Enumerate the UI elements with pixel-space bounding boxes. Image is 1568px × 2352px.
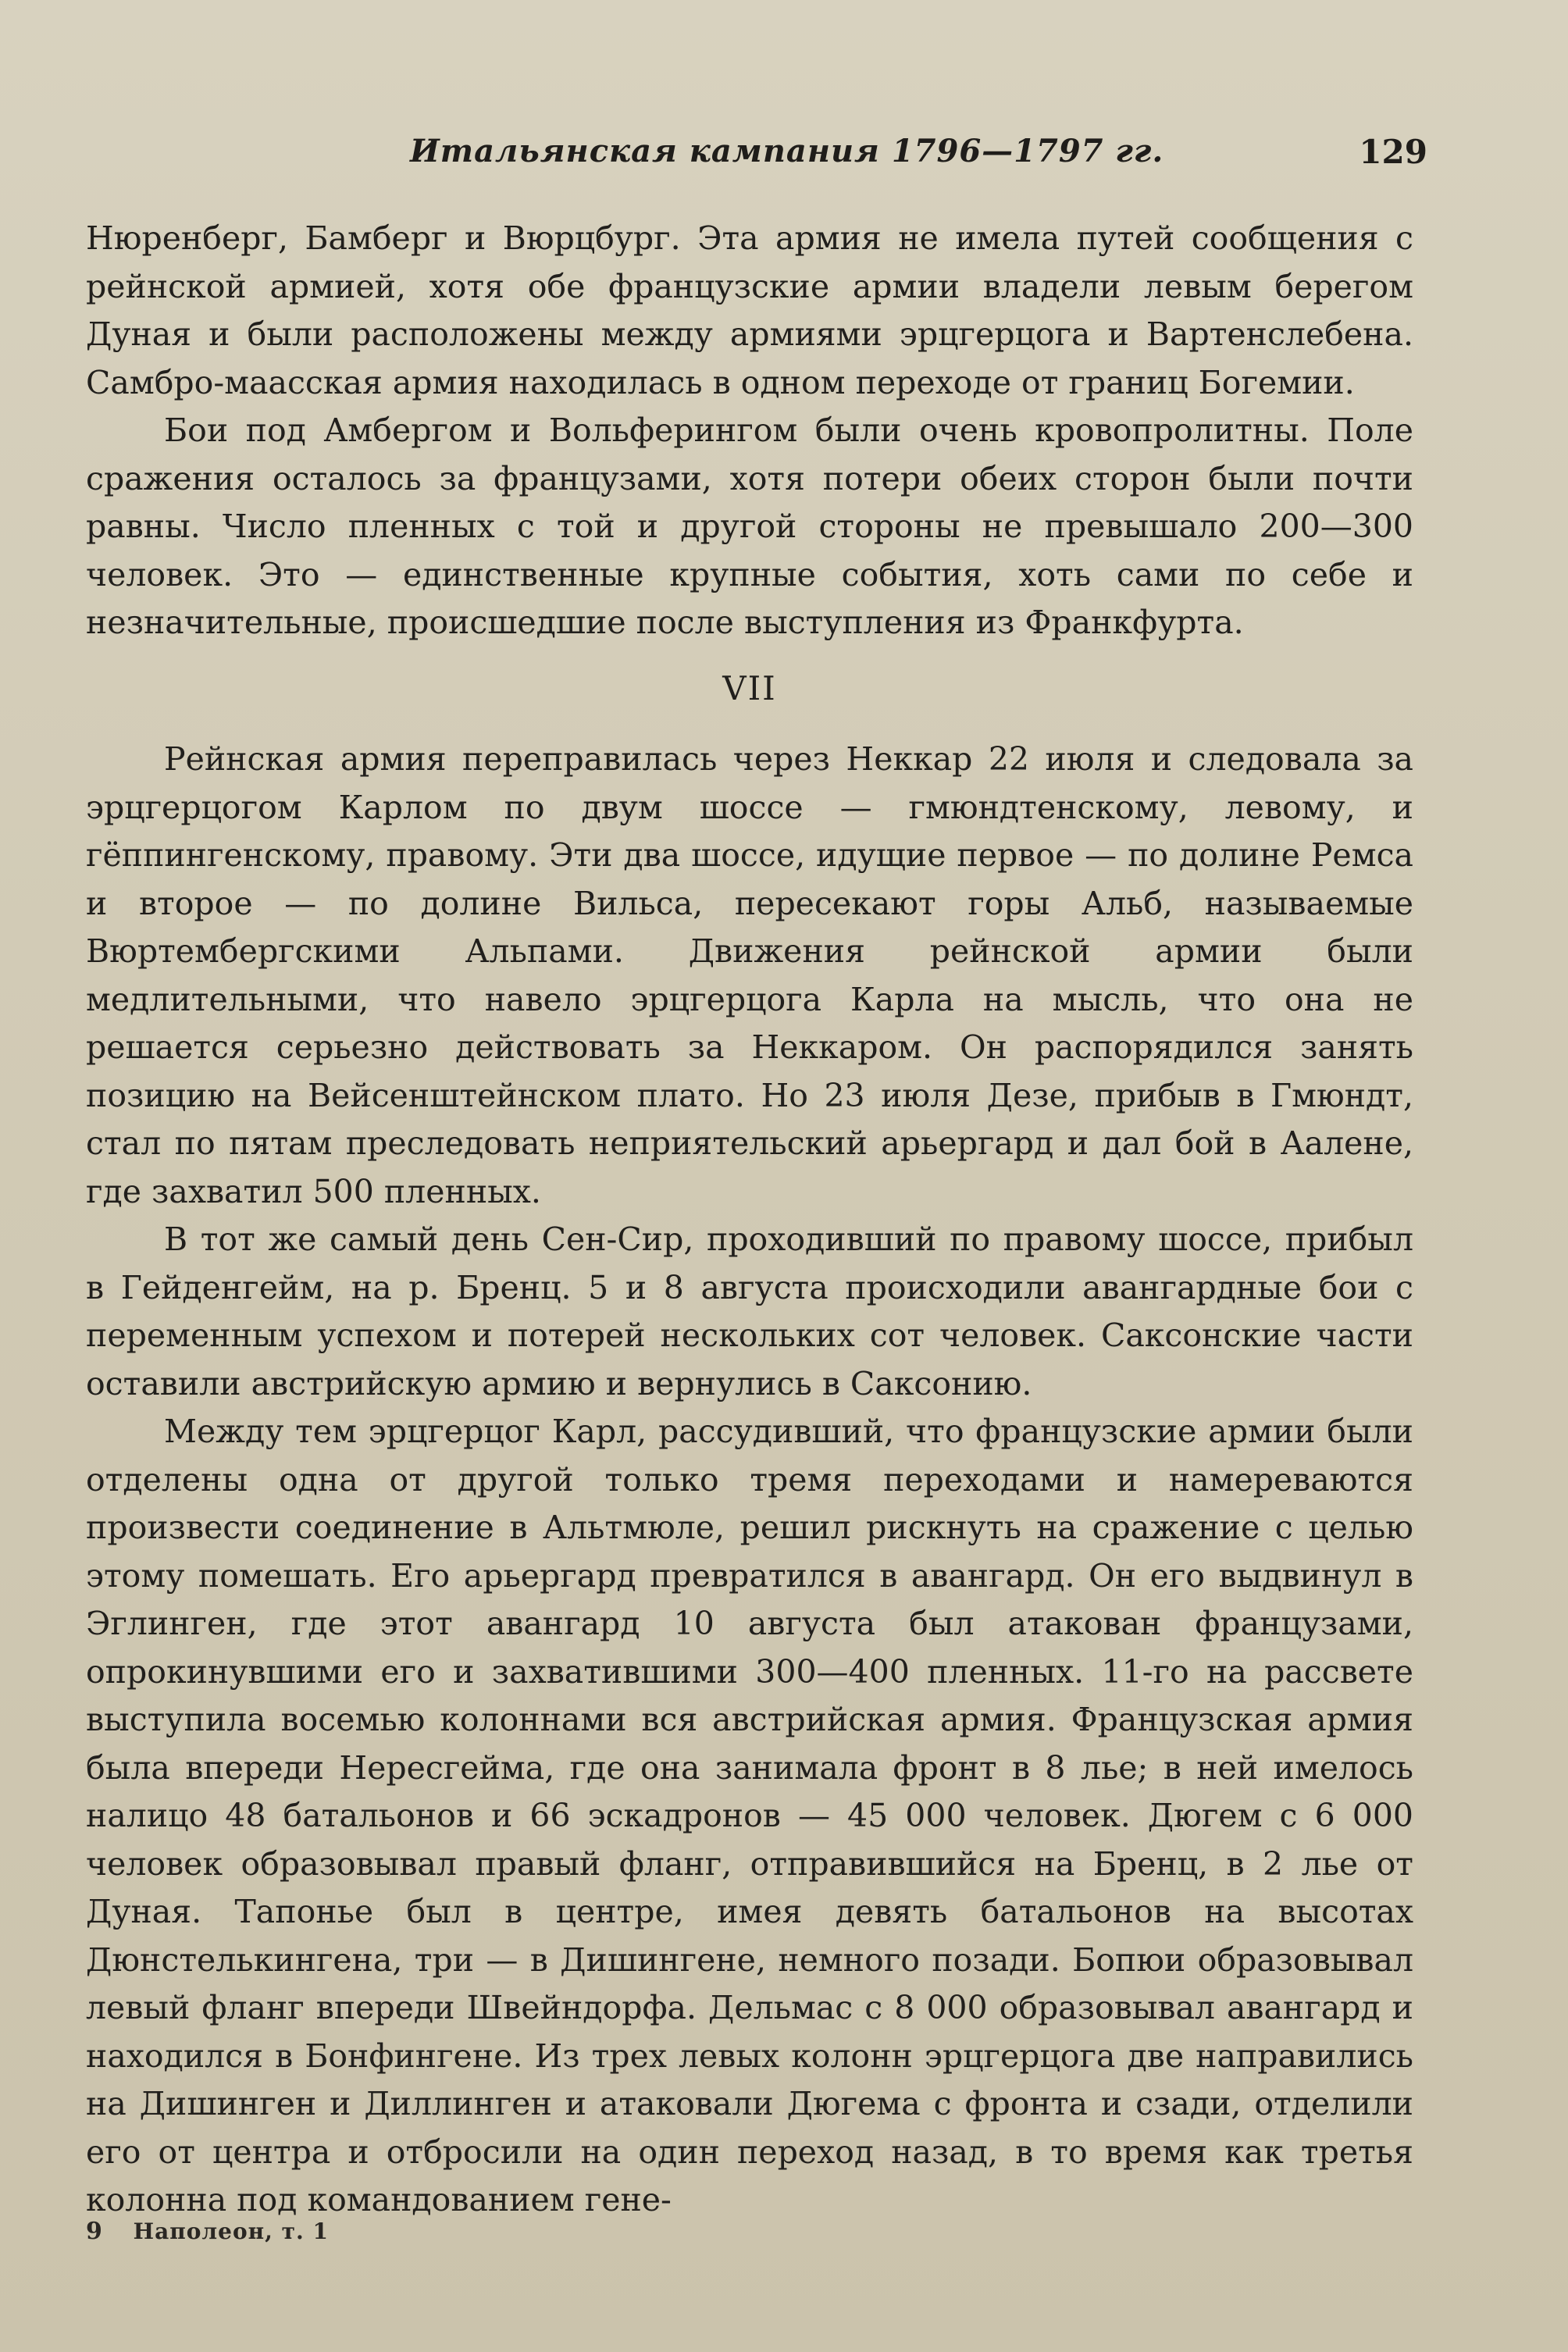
paragraph: Бои под Амбергом и Вольферингом были очень кровопролитны. Поле сражения осталось за французами, хотя потери обеих сторон были почти равны. Число пленных с той и другой стороны не превышало 200—300 человек. Это — единственные крупные события, хоть сами по себе и незначительные, происшедшие после выступления из Франкфурта. <box>86 412 1413 641</box>
section-heading: VII <box>722 668 777 707</box>
signature-footer <box>86 2218 329 2245</box>
paragraph: В тот же самый день Сен-Сир, проходивший по правому шоссе, прибыл в Гейденгейм, на р. Бренц. 5 и 8 августа происходили авангардные бои с переменным успехом и потерей нескольких сот человек. Саксонские части оставили австрийскую армию и вернулись в Саксонию. <box>86 1221 1413 1402</box>
signature-text: Наполеон, т. 1 <box>133 2218 329 2244</box>
paragraph-continuation: Нюренберг, Бамберг и Вюрцбург. Эта армия не имела путей сообщения с рейнской армией, хотя обе французские армии владели левым берегом Дуная и были расположены между армиями эрцгерцога и Вартенслебена. Самбро-маасская армия находилась в одном переходе от границ Богемии. <box>86 219 1413 401</box>
signature-number: 9 <box>86 2218 103 2245</box>
paragraph: Рейнская армия переправилась через Неккар 22 июля и следовала за эрцгерцогом Карлом по двум шоссе — гмюндтенскому, левому, и гёппингенскому, правому. Эти два шоссе, идущие первое — по долине Ремса и второе — по долине Вильса, пересекают горы Альб, называемые Вюртембергскими Альпами. Движения рейнской армии были медлительными, что навело эрцгерцога Карла на мысль, что она не решается серьезно действовать за Неккаром. Он распорядился занять позицию на Вейсенштейнском плато. Но 23 июля Дезе, прибыв в Гмюндт, стал по пятам преследовать неприятельский арьергард и дал бой в Аалене, где захватил 500 пленных. <box>86 740 1413 1210</box>
page-header <box>86 133 1427 180</box>
page-number: 129 <box>1359 133 1427 171</box>
running-title: Итальянская кампания 1796—1797 гг. <box>410 133 1164 169</box>
main-text <box>86 215 1413 2225</box>
paragraph: Между тем эрцгерцог Карл, рассудивший, что французские армии были отделены одна от другой только тремя переходами и намереваются произвести соединение в Альтмюле, решил рискнуть на сражение с целью этому помешать. Его арьергард превратился в авангард. Он его выдвинул в Эглинген, где этот авангард 10 августа был атакован французами, опрокинувшими его и захватившими 300—400 пленных. 11-го на рассвете выступила восемью колоннами вся австрийская армия. Французская армия была впереди Нересгейма, где она занимала фронт в 8 лье; в ней имелось налицо 48 батальонов и 66 эскадронов — 45 000 человек. Дюгем с 6 000 человек образовывал правый фланг, отправившийся на Бренц, в 2 лье от Дуная. Тапонье был в центре, имея девять батальонов на высотах Дюнстелькингена, три — в Дишингене, немного позади. Бопюи образовывал левый фланг впереди Швейндорфа. Дельмас с 8 000 образовывал авангард и находился в Бонфингене. Из трех левых колонн эрцгерцога две направились на Дишинген и Диллинген и атаковали Дюгема с фронта и сзади, отделили его от центра и отбросили на один переход назад, в то время как третья колонна под командованием гене- <box>86 1413 1413 2218</box>
